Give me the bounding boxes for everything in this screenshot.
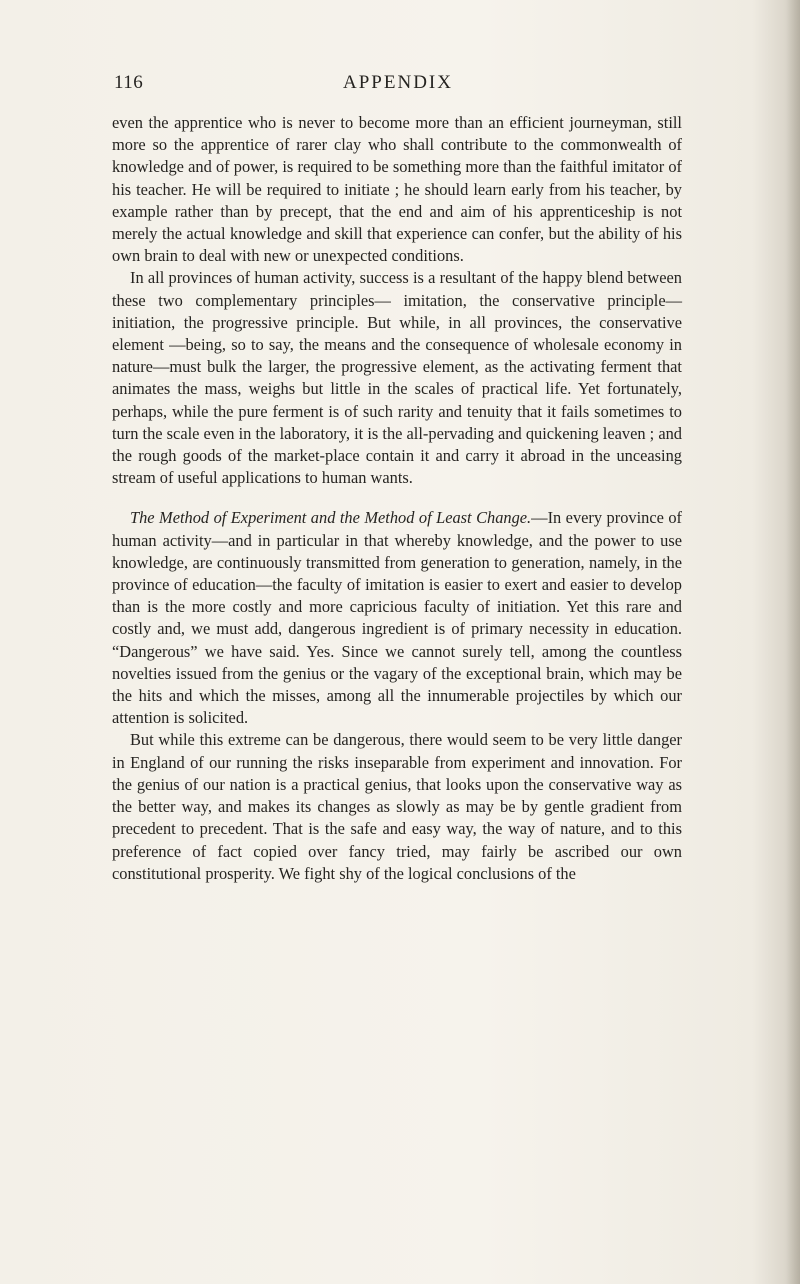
paragraph-2: In all provinces of human activity, success is a resultant of the happy blend between these two complementary principles— imitation, the conservative principle—initiation, the progressive principle. But while, in all provinces, the conservative element —being, so to say, the means and the consequence of wholesale economy in nature—must bulk the larger, the progressive element, as the activating ferment that animates the mass, weighs but little in the scales of practical life. Yet fortunately, perhaps, while the pure ferment is of such rarity and tenuity that it fails sometimes to turn the scale even in the laboratory, it is the all-pervading and quickening leaven ; and the rough goods of the market-place contain it and carry it abroad in the unceasing stream of useful applications to human wants. xyxy=(112,268,682,488)
page-header xyxy=(114,72,682,96)
page-edge-shadow xyxy=(786,0,800,1284)
running-head: APPENDIX xyxy=(343,72,453,93)
paragraph-1: even the apprentice who is never to become more than an efficient journeyman, still more so the apprentice of rarer clay who shall contribute to the commonwealth of knowledge and of power, is required to be something more than the faithful imitator of his teacher. He will be required to initiate ; he should learn early from his teacher, by example rather than by precept, that the end and aim of his apprenticeship is not merely the actual knowledge and skill that experience can confer, but the ability of his own brain to deal with new or unexpected conditions. xyxy=(112,113,682,266)
paragraph-3-text: —In every province of human activity—and in particular in that whereby knowledge, and the power to use knowledge, are continuously transmitted from generation to generation, namely, in the province of education—the faculty of imitation is easier to exert and easier to develop than is the more costly and more capricious faculty of initiation. Yet this rare and costly and, we must add, dangerous ingredient is of primary necessity in education. “Dangerous” we have said. Yes. Since we cannot surely tell, among the countless novelties issued from the genius or the vagary of the exceptional brain, which may be the hits and which the misses, among all the innumerable projectiles by which our attention is solicited. xyxy=(112,508,683,728)
section-title: The Method of Experiment and the Method of Least Change. xyxy=(130,508,532,528)
paragraph-3 xyxy=(112,507,682,729)
paragraph-4: But while this extreme can be dangerous, there would seem to be very little danger in England of our running the risks inseparable from experiment and innovation. For the genius of our nation is a practical genius, that looks upon the conservative way as the better way, and makes its changes as slowly as may be by gentle gradient from precedent to precedent. That is the safe and easy way, the way of nature, and to this preference of fact copied over fancy tried, may fairly be ascribed our own constitutional prosperity. We fight shy of the logical conclusions of the xyxy=(112,730,682,883)
body-text xyxy=(112,112,682,885)
page-number: 116 xyxy=(114,72,144,93)
